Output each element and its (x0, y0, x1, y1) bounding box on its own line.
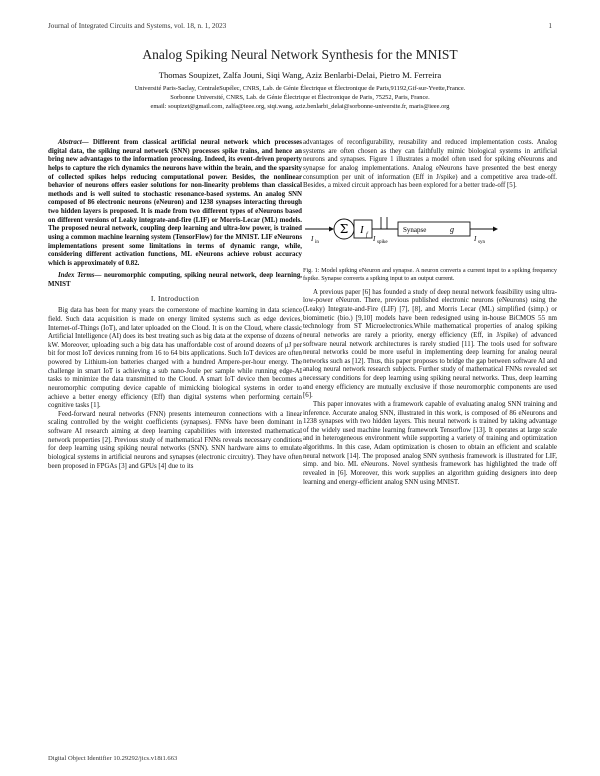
intro-paragraph-continued: advantages of reconfigurability, reusability and reduced implementation costs. Analog systems are often chosen as they can faithfully mimic biological systems in artificial neurons and synapses. Figure 1 illustrates a model often used for spiking eNeurons and synapse for analog implementations. Analog eNeurons have presented the best energy consumption per unit of information (Eff in J/spike) and a competitive area trade-off. Besides, a mixed circuit approach has been explored for a better trade-off [5]. (303, 139, 557, 190)
output-subscript: syn (478, 239, 485, 245)
abstract (48, 139, 302, 268)
intro-paragraph-3: A previous paper [6] has founded a study of deep neural network feasibility using ultra-low-power eNeuron. There, previous published electronic neurons (eNeurons) using the (Leaky) Integrate-and-Fire (LIF) [7], [8], and Morris Lecar (ML) simplified (simp.) or biomimetic (bio.) [9,10] models have been redesigned using in-house BiCMOS 55 nm technology from ST Microelectronics.While mathematical properties of analog spiking neural networks are rarely a priority, energy efficiency (Eff, in J/spike) of advanced software neural network architectures is rarely studied [11]. The tools used for software neural networks could be more useful in implementing deep learning for analog neural networks such as [12]. Thus, this paper proposes to bridge the gap between software AI and analog neural network research subjects. Further study of mathematical FNNs revealed set necessary conditions for deep learning using spiking neural networks. Thus, deep learning and energy efficiency are mutually exclusive if those neuromorphic components are used [6]. (303, 288, 557, 400)
neuron-symbol: I (360, 223, 364, 236)
synapse-label: Synapse (403, 225, 427, 234)
section-heading-introduction: I. Introduction (150, 293, 200, 303)
author-list: Thomas Soupizet, Zalfa Jouni, Siqi Wang, Aziz Benlarbi-Delai, Pietro M. Ferreira (158, 70, 442, 80)
abstract-text: Different from classical artificial neural network which processes digital data, the spiking neural network (SNN) processes spike trains, and hence an bring new advantages to the information processing. Indeed, its event-driven property helps to capture the rich dynamics the neurons have within the brain, and the sparsity of collected spikes helps reducing computational power. Besides, the nonlinear behavior of neurons offers easier solutions for non-linearity problems than classical methods and is well suited to stochastic resonance-based systems. An analog SNN composed of 86 electronic neurons (eNeuron) and 1238 synapses interacting through two hidden layers is proposed. It is made from two different types of eNeurons based on different versions of Leaky integrate-and-fire (LIF) or Morris-Lecar (ML) models. The proposed neural network, coupling deep learning and ultra-low power, is trained using a common machine learning system (TensorFlow) for the MNIST. LIF eNeurons implementations present some limitations in terms of dynamic range, while, considering different activation functions, ML eNeurons achieve robust accuracy which is approximately of 0.82. (48, 139, 302, 267)
affiliation-2: Sorbonne Université, CNRS, Lab. de Génie Électrique et Électronique de Paris, 75252, Paris, France. (170, 94, 430, 101)
left-column (48, 139, 302, 471)
index-terms-lead: Index Terms— (58, 272, 102, 280)
abstract-lead: Abstract— (58, 139, 89, 146)
input-label: I (311, 234, 314, 243)
figure-1-diagram (303, 199, 557, 265)
affiliation-1: Université Paris-Saclay, CentraleSupélec, CNRS, Lab. de Génie Électrique et Électronique de Paris,91192,Gif-sur-Yvette,France. (134, 85, 466, 92)
neuron-subscript: f (366, 231, 368, 238)
running-head: Journal of Integrated Circuits and Systems, vol. 18, n. 1, 2023 (48, 22, 227, 30)
summation-symbol: Σ (339, 221, 349, 236)
right-column (303, 139, 557, 487)
input-arrow-icon (329, 226, 334, 231)
index-terms-text: neuromorphic computing, spiking neural network, deep learning, MNIST (48, 272, 302, 288)
page-number: 1 (548, 22, 552, 30)
intro-paragraph-4: This paper innovates with a framework capable of evaluating analog SNN training and inference. Accurate analog SNN, illustrated in this work, is composed of 86 eNeurons and 1238 synapses with two hidden layers. This neural network is trained by taking advantage of the widely used machine learning framework Tensorflow [13]. It operates at large scale and in heterogeneous environment while supporting a variety of training and optimization algorithms. In this case, Adam optimization is chosen to obtain an efficient and scalable neural network [14]. The proposed analog SNN synthesis framework is illustrated for LIF, simp. and bio. ML eNeurons. Novel synthesis framework has highlighted the trade off revealed in [6]. Moreover, this work supplies an algorithm guiding designers into deep learning and energy-efficient analog SNN using MNIST. (303, 400, 557, 486)
author-emails: email: soupizet@gmail.com, zalfa@ieee.org, siqi.wang, aziz.benlarbi_delai@sorbonne-universite.fr, maris@ieee.org (150, 103, 450, 110)
figure-1 (303, 199, 557, 265)
synapse-gain: g (450, 224, 454, 234)
paper-title: Analog Spiking Neural Network Synthesis for the MNIST (142, 47, 458, 62)
doi-footer: Digital Object Identifier 10.29292/jics.v18i1.663 (48, 755, 178, 762)
intro-paragraph-1: Big data has been for many years the cornerstone of machine learning in data science field. Such data acquisition is made on energy limited systems such as edge devices, Internet-of-Things (IoT), and later uploaded on the Cloud. It is on the Cloud, where classic Artificial Intelligence (AI) does its best treating such as big data at the expense of dozens of kW. Moreover, uploading such a big data has unaffordable cost of around dozens of μJ per bit for most IoT devices running from 16 to 64 bits applications. Such IoT devices are often powered by Lithium-ion batteries charged with a hundred Ampere-per-hour energy. The challenge in smart IoT is achieving a sub nano-Joule per sample while running edge-AI tasks to minimize the data transmitted to the Cloud. A smart IoT device then becomes a neuromorphic computing device capable of mimicking biological systems in order to achieve a better energy efficiency (Eff) than digital systems when performing certain cognitive tasks [1]. (48, 307, 302, 410)
spike-subscript: spike (377, 239, 388, 245)
index-terms (48, 272, 302, 289)
output-label: I (474, 234, 477, 243)
intro-paragraph-2: Feed-forward neural networks (FNN) presents intemeuron connections with a linear scaling controlled by the weight coefficients (synapses). FNNs have been dominant in software AI research aiming at deep learning capabilities with interested mathematical network properties [2]. Previous study of mathematical FNNs reveals necessary conditions for deep learning using spiking neural networks (SNN). SNN hardware aims to emulate biological systems in artificial neurons and synapses (electronic circuitry). They have often been proposed in FPGAs [3] and GPUs [4] due to its (48, 410, 302, 470)
input-subscript: in (315, 239, 319, 245)
spike-label: I (373, 234, 376, 243)
figure-1-caption: Fig. 1: Model spiking eNeuron and synapse. A neuron converts a current input to a spiking frequency fspike. Synapse converts a spiking input to an output current. (303, 266, 557, 282)
output-arrow-icon (493, 226, 498, 231)
